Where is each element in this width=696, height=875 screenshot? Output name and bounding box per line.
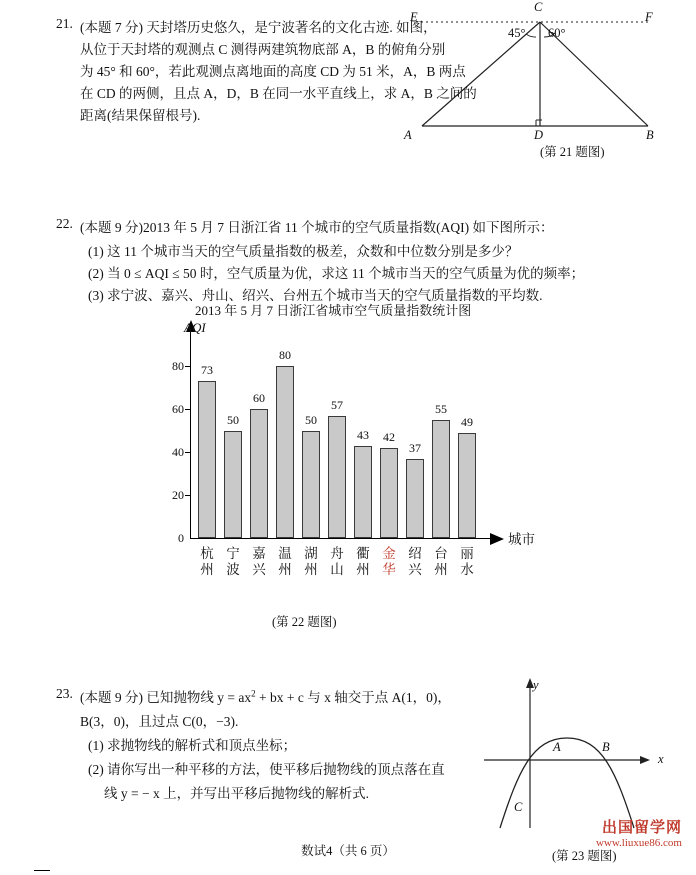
watermark [596, 816, 682, 849]
q22-item-3: (3) 求宁波、嘉兴、舟山、绍兴、台州五个城市当天的空气质量指数的平均数. [88, 288, 543, 303]
bar-1 [224, 431, 242, 538]
q22-item-2: (2) 当 0 ≤ AQI ≤ 50 时，空气质量为优，求这 11 个城市当天的空气质量为优的频率； [88, 266, 585, 281]
bar-value-4: 50 [305, 413, 317, 427]
q23-label-y: y [533, 678, 539, 692]
xtick-10: 丽水 [460, 546, 474, 577]
q22-figure-caption: (第 22 题图) [272, 615, 337, 629]
bar-2 [250, 409, 268, 538]
bar-4 [302, 431, 320, 538]
bar-value-3: 80 [279, 348, 291, 362]
q23-label-B: B [602, 740, 610, 754]
watermark-title: 出国留学网 [601, 820, 682, 836]
bar-3 [276, 366, 294, 538]
watermark-url: www.liuxue86.com [595, 837, 682, 849]
q23-item-1: (1) 求抛物线的解析式和顶点坐标； [88, 738, 297, 753]
bar-10 [458, 433, 476, 538]
q23-stem-line-2: B(3，0)，且过点 C(0，−3). [80, 714, 239, 729]
q21-angle-60: 60° [548, 26, 566, 40]
q21-line-5: 距离(结果保留根号). [80, 108, 201, 123]
q21-line-4: 在 CD 的两侧，且点 A，D，B 在同一水平直线上，求 A，B 之间的 [80, 86, 477, 101]
bar-value-1: 50 [227, 413, 239, 427]
xtick-0: 杭州 [200, 546, 214, 577]
q21-figure [400, 4, 680, 144]
q21-label-B: B [646, 128, 654, 142]
q21-label-F: F [645, 10, 653, 24]
q23-number: 23. [56, 686, 73, 701]
q23-label-C: C [514, 800, 523, 814]
q21-figure-caption: (第 21 题图) [540, 145, 605, 159]
chart-y-axis [190, 330, 191, 538]
chart-ytick-mark-80 [185, 366, 191, 367]
chart-ytick-80: 80 [172, 359, 184, 373]
bar-value-5: 57 [331, 398, 343, 412]
chart-ytick-mark-20 [185, 495, 191, 496]
bar-value-0: 73 [201, 363, 213, 377]
xtick-9: 台州 [434, 546, 448, 577]
bar-8 [406, 459, 424, 538]
aqi-bar-chart [150, 318, 570, 618]
bar-7 [380, 448, 398, 538]
q23-label-A: A [553, 740, 561, 754]
q23-item-3: 线 y = − x 上，并写出平移后抛物线的解析式. [104, 786, 369, 801]
q23-stem-line-1 [80, 686, 451, 706]
xtick-2: 嘉兴 [252, 546, 266, 577]
q22-number: 22. [56, 216, 73, 231]
q23-stem-part-1: (本题 9 分) 已知抛物线 y = ax [80, 690, 252, 705]
q21-label-A: A [404, 128, 412, 142]
xtick-5: 舟山 [330, 546, 344, 577]
chart-xlabel: 城市 [508, 532, 535, 547]
q23-label-x: x [658, 752, 664, 766]
q23-item-2: (2) 请你写出一种平移的方法，使平移后抛物线的顶点落在直 [88, 762, 445, 777]
page-footer: 数试4（共 6 页） [301, 844, 395, 858]
bar-value-10: 49 [461, 415, 473, 429]
q21-angle-45: 45° [508, 26, 526, 40]
chart-ytick-60: 60 [172, 402, 184, 416]
q23-exponent: 2 [251, 688, 256, 699]
chart-title: 2013 年 5 月 7 日浙江省城市空气质量指数统计图 [195, 303, 472, 318]
xtick-8: 绍兴 [408, 546, 422, 577]
bar-value-8: 37 [409, 441, 421, 455]
xtick-1: 宁波 [226, 546, 240, 577]
bar-9 [432, 420, 450, 538]
chart-ytick-mark-60 [185, 409, 191, 410]
q21-label-D: D [534, 128, 544, 142]
xtick-4: 湖州 [304, 546, 318, 577]
chart-x-axis-arrow [488, 532, 504, 546]
bar-value-6: 43 [357, 428, 369, 442]
chart-ytick-mark-40 [185, 452, 191, 453]
bar-5 [328, 416, 346, 538]
xtick-6: 衢州 [356, 546, 370, 577]
page-corner-mark [34, 870, 50, 871]
chart-ytick-0: 0 [178, 531, 184, 545]
bar-0 [198, 381, 216, 538]
chart-ytick-20: 20 [172, 488, 184, 502]
q21-label-E: E [410, 10, 418, 24]
bar-value-9: 55 [435, 402, 447, 416]
q21-line-3: 为 45° 和 60°，若此观测点离地面的高度 CD 为 51 米，A，B 两点 [80, 64, 466, 79]
q21-number: 21. [56, 16, 73, 31]
chart-x-axis [190, 538, 490, 539]
q21-line-1: (本题 7 分) 天封塔历史悠久，是宁波著名的文化古迹. 如图， [80, 20, 437, 35]
q23-stem-part-2: + bx + c 与 x 轴交于点 A(1，0)， [255, 690, 451, 705]
q22-item-1: (1) 这 11 个城市当天的空气质量指数的极差，众数和中位数分别是多少？ [88, 244, 519, 259]
q21-label-C: C [534, 0, 543, 14]
bar-value-2: 60 [253, 391, 265, 405]
q22-stem: (本题 9 分)2013 年 5 月 7 日浙江省 11 个城市的空气质量指数(AQI) 如下图所示： [80, 220, 554, 235]
q23-figure-caption: (第 23 题图) [552, 849, 617, 863]
bar-6 [354, 446, 372, 538]
xtick-3: 温州 [278, 546, 292, 577]
xtick-7: 金华 [382, 546, 396, 577]
chart-ylabel: AQI [184, 320, 206, 335]
q21-line-2: 从位于天封塔的观测点 C 测得两建筑物底部 A，B 的俯角分别 [80, 42, 446, 57]
bar-value-7: 42 [383, 430, 395, 444]
chart-ytick-40: 40 [172, 445, 184, 459]
